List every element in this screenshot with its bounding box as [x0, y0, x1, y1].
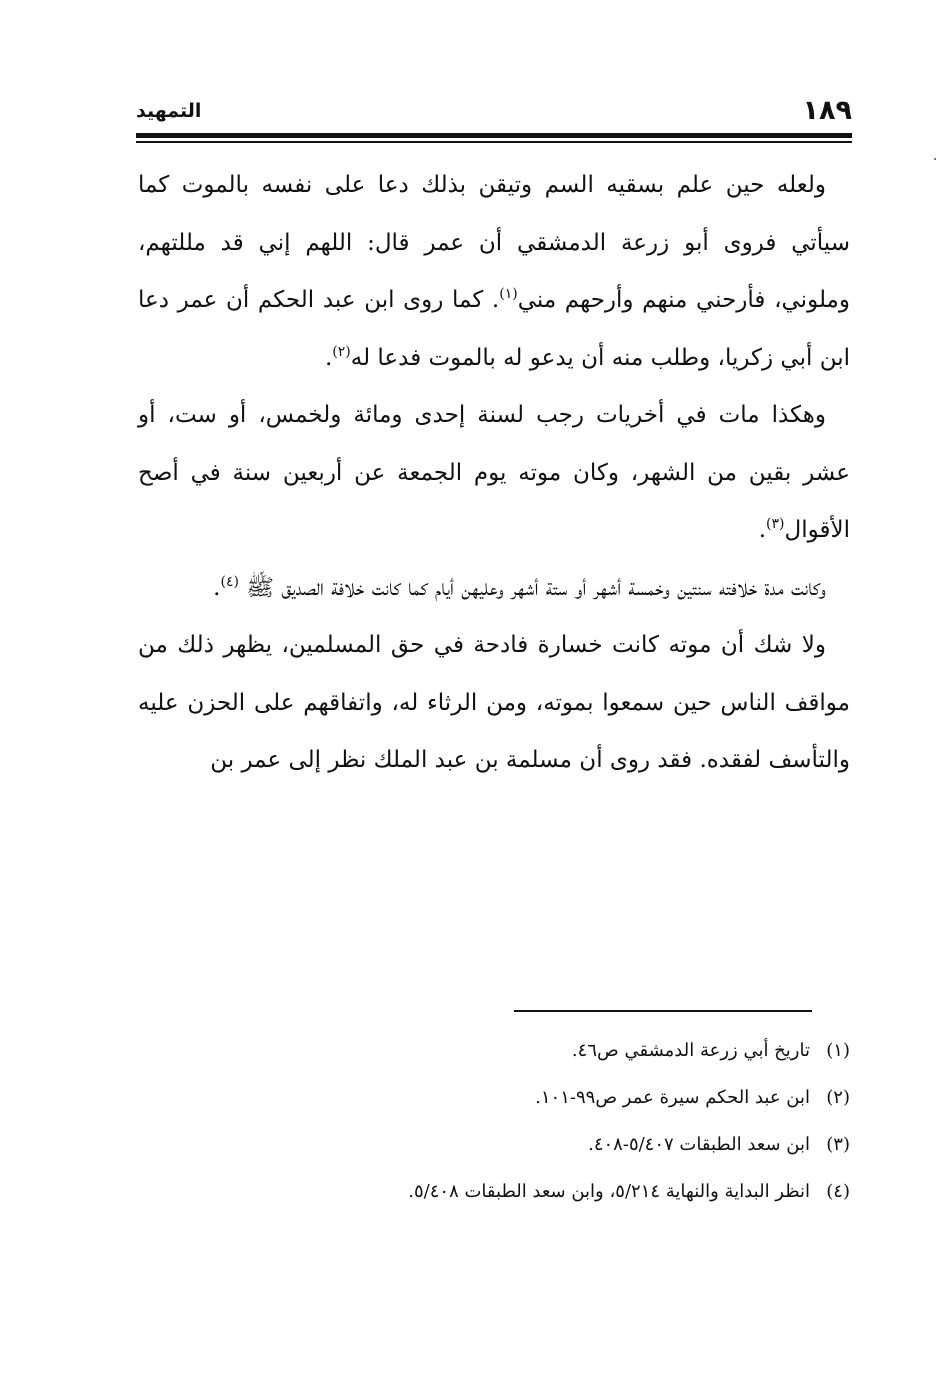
footnote-ref[interactable]: (١) [499, 286, 518, 302]
footnote-text: ابن عبد الحكم سيرة عمر ص٩٩-١٠١. [535, 1087, 810, 1108]
paragraph [138, 617, 850, 790]
paragraph-text: . [324, 344, 333, 371]
footnote-item [260, 1036, 850, 1083]
paragraph-text: . كما روى ابن عبد الحكم أن عمر دعا ابن أبي زكريا، وطلب منه أن يدعو له بالموت فدعا له [138, 287, 850, 371]
footnotes [260, 1036, 850, 1224]
footnote-item [260, 1177, 850, 1224]
footnote-item [260, 1130, 850, 1177]
footnote-number: (١) [826, 1040, 850, 1061]
paragraph-text: . [213, 574, 221, 601]
footnote-separator [514, 1010, 812, 1012]
paragraph-text: ولعله حين علم بسقيه السم وتيقن بذلك دعا على نفسه بالموت كما سيأتي فروى أبو زرعة الدمشقي أن عمر قال: اللهم إني قد مللتهم، وملوني، فأرحني منهم وأرحهم مني [138, 172, 850, 313]
footnote-ref[interactable]: (٤) [220, 573, 239, 590]
running-title: التمهيد [136, 100, 202, 122]
page-number: ١٨٩ [802, 95, 852, 126]
scan-speck [934, 158, 936, 160]
main-text [138, 157, 850, 790]
paragraph-text: . [758, 517, 767, 543]
footnote-number: (٢) [826, 1087, 850, 1108]
header-rule-thick [136, 133, 852, 138]
paragraph [138, 560, 850, 618]
paragraph-text: وهكذا مات في أخريات رجب لسنة إحدى ومائة ولخمس، أو ست، أو عشر بقين من الشهر، وكان موته يوم الجمعة عن أربعين سنة في أصح الأقوال [138, 402, 850, 543]
footnote-text: انظر البداية والنهاية ٥/٢١٤، وابن سعد الطبقات ٥/٤٠٨. [408, 1181, 810, 1202]
footnote-item [260, 1083, 850, 1130]
paragraph [138, 387, 850, 560]
page-header [136, 96, 852, 132]
header-rule-thin [136, 141, 852, 143]
footnote-number: (٤) [826, 1181, 850, 1202]
paragraph-text: ولا شك أن موته كانت خسارة فادحة في حق المسلمين، يظهر ذلك من مواقف الناس حين سمعوا بموته، ومن الرثاء له، واتفاقهم على الحزن عليه والتأسف لفقده. فقد روى أن مسلمة بن عبد الملك نظر إلى عمر بن [138, 632, 850, 773]
footnote-ref[interactable]: (٣) [766, 516, 785, 532]
footnote-ref[interactable]: (٢) [332, 343, 351, 360]
footnote-text: ابن سعد الطبقات ٥/٤٠٧-٤٠٨. [588, 1134, 810, 1155]
footnote-text: تاريخ أبي زرعة الدمشقي ص٤٦. [571, 1040, 810, 1061]
footnote-number: (٣) [826, 1134, 850, 1155]
paragraph [138, 157, 850, 387]
paragraph-text: وكانت مدة خلافته سنتين وخمسة أشهر أو ستة أشهر وعليهن أيام كما كانت خلافة الصديق ﷺ [238, 574, 826, 601]
